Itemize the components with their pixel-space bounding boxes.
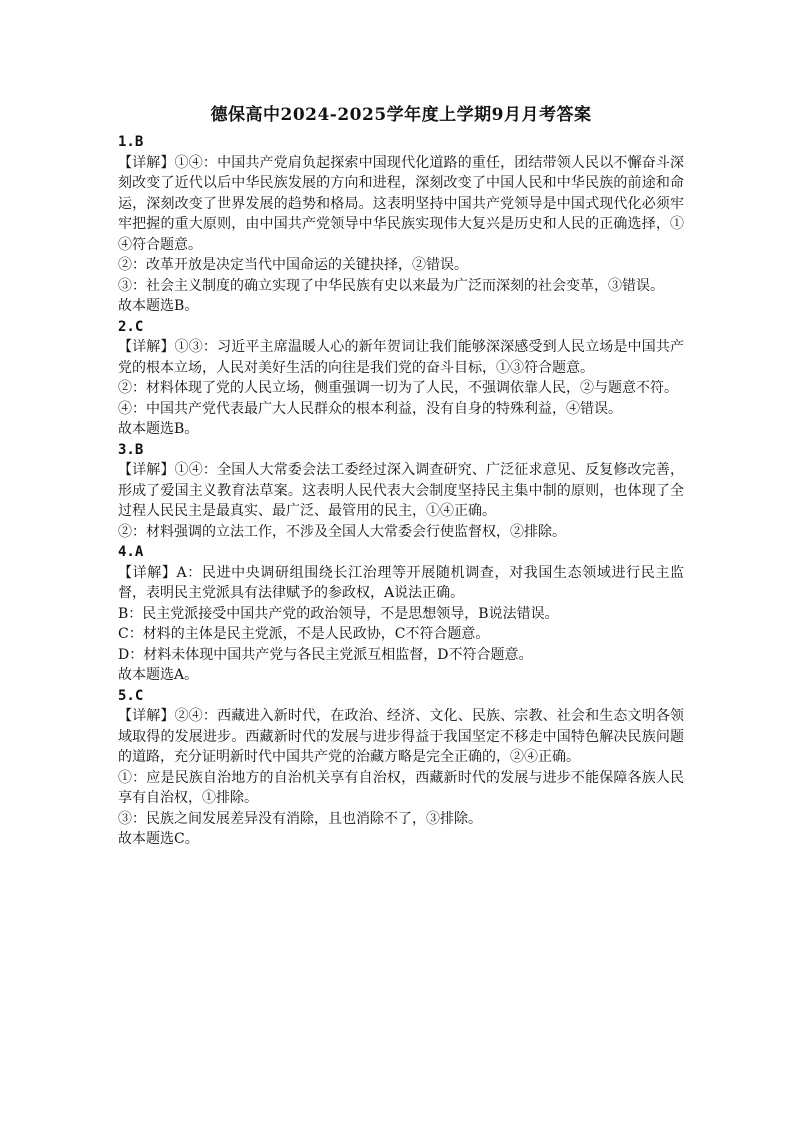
question-block	[118, 132, 684, 317]
explanation-paragraph: 【详解】①④：全国人大常委会法工委经过深入调查研究、广泛征求意见、反复修改完善，形成了爱国主义教育法草案。这表明人民代表大会制度坚持民主集中制的原则，也体现了全过程人民民主是最真实、最广泛、最管用的民主，①④正确。	[118, 462, 684, 519]
question-block	[118, 440, 684, 543]
question-block	[118, 317, 684, 440]
option-note-paragraph: 故本题选C。	[118, 831, 199, 847]
question-block	[118, 686, 684, 850]
option-note-paragraph: ③：社会主义制度的确立实现了中华民族有史以来最为广泛而深刻的社会变革，③错误。	[118, 277, 664, 294]
option-note-paragraph: 故本题选B。	[118, 298, 199, 314]
question-answer-number: 1.B	[118, 134, 144, 150]
question-answer-number: 3.B	[118, 441, 144, 458]
explanation-paragraph: 【详解】①③：习近平主席温暖人心的新年贺词让我们能够深深感受到人民立场是中国共产党的根本立场，人民对美好生活的向往是我们党的奋斗目标，①③符合题意。	[118, 339, 684, 376]
option-note-paragraph: ③：民族之间发展差异没有消除，且也消除不了，③排除。	[118, 810, 482, 827]
explanation-paragraph: 【详解】①④：中国共产党肩负起探索中国现代化道路的重任，团结带领人民以不懈奋斗深刻改变了近代以后中华民族发展的方向和进程，深刻改变了中国人民和中华民族的前途和命运，深刻改变了世界发展的趋势和格局。这表明坚持中国共产党领导是中国式现代化必须牢牢把握的重大原则，由中国共产党领导中华民族实现伟大复兴是历史和人民的正确选择，①④符合题意。	[118, 154, 684, 253]
question-answer-number: 2.C	[118, 318, 144, 335]
question-list	[118, 132, 684, 850]
answer-document	[118, 100, 684, 850]
option-note-paragraph: ④：中国共产党代表最广大人民群众的根本利益，没有自身的特殊利益，④错误。	[118, 400, 622, 417]
option-note-paragraph: D：材料未体现中国共产党与各民主党派互相监督，D不符合题意。	[118, 646, 533, 663]
option-note-paragraph: ②：改革开放是决定当代中国命运的关键抉择，②错误。	[118, 257, 468, 273]
option-note-paragraph: 故本题选B。	[118, 421, 199, 437]
explanation-paragraph: 【详解】②④：西藏进入新时代，在政治、经济、文化、民族、宗教、社会和生态文明各领域取得的发展进步。西藏新时代的发展与进步得益于我国坚定不移走中国特色解决民族问题的道路，充分证明新时代中国共产党的治藏方略是完全正确的，②④正确。	[118, 708, 684, 765]
option-note-paragraph: C：材料的主体是民主党派，不是人民政协，C不符合题意。	[118, 626, 490, 642]
question-block	[118, 542, 684, 686]
explanation-paragraph: 【详解】A：民进中央调研组围绕长江治理等开展随机调查，对我国生态领域进行民主监督，表明民主党派具有法律赋予的参政权，A说法正确。	[118, 564, 684, 601]
option-note-paragraph: ②：材料体现了党的人民立场，侧重强调一切为了人民，不强调依靠人民，②与题意不符。	[118, 380, 678, 396]
option-note-paragraph: B：民主党派接受中国共产党的政治领导，不是思想领导，B说法错误。	[118, 605, 559, 622]
document-title: 德保高中2024-2025学年度上学期9月月考答案	[210, 105, 592, 125]
question-answer-number: 4.A	[118, 544, 144, 560]
option-note-paragraph: ①：应是民族自治地方的自治机关享有自治权，西藏新时代的发展与进步不能保障各族人民享有自治权，①排除。	[118, 769, 684, 806]
question-answer-number: 5.C	[118, 687, 144, 704]
option-note-paragraph: ②：材料强调的立法工作，不涉及全国人大常委会行使监督权，②排除。	[118, 523, 566, 540]
option-note-paragraph: 故本题选A。	[118, 667, 199, 683]
